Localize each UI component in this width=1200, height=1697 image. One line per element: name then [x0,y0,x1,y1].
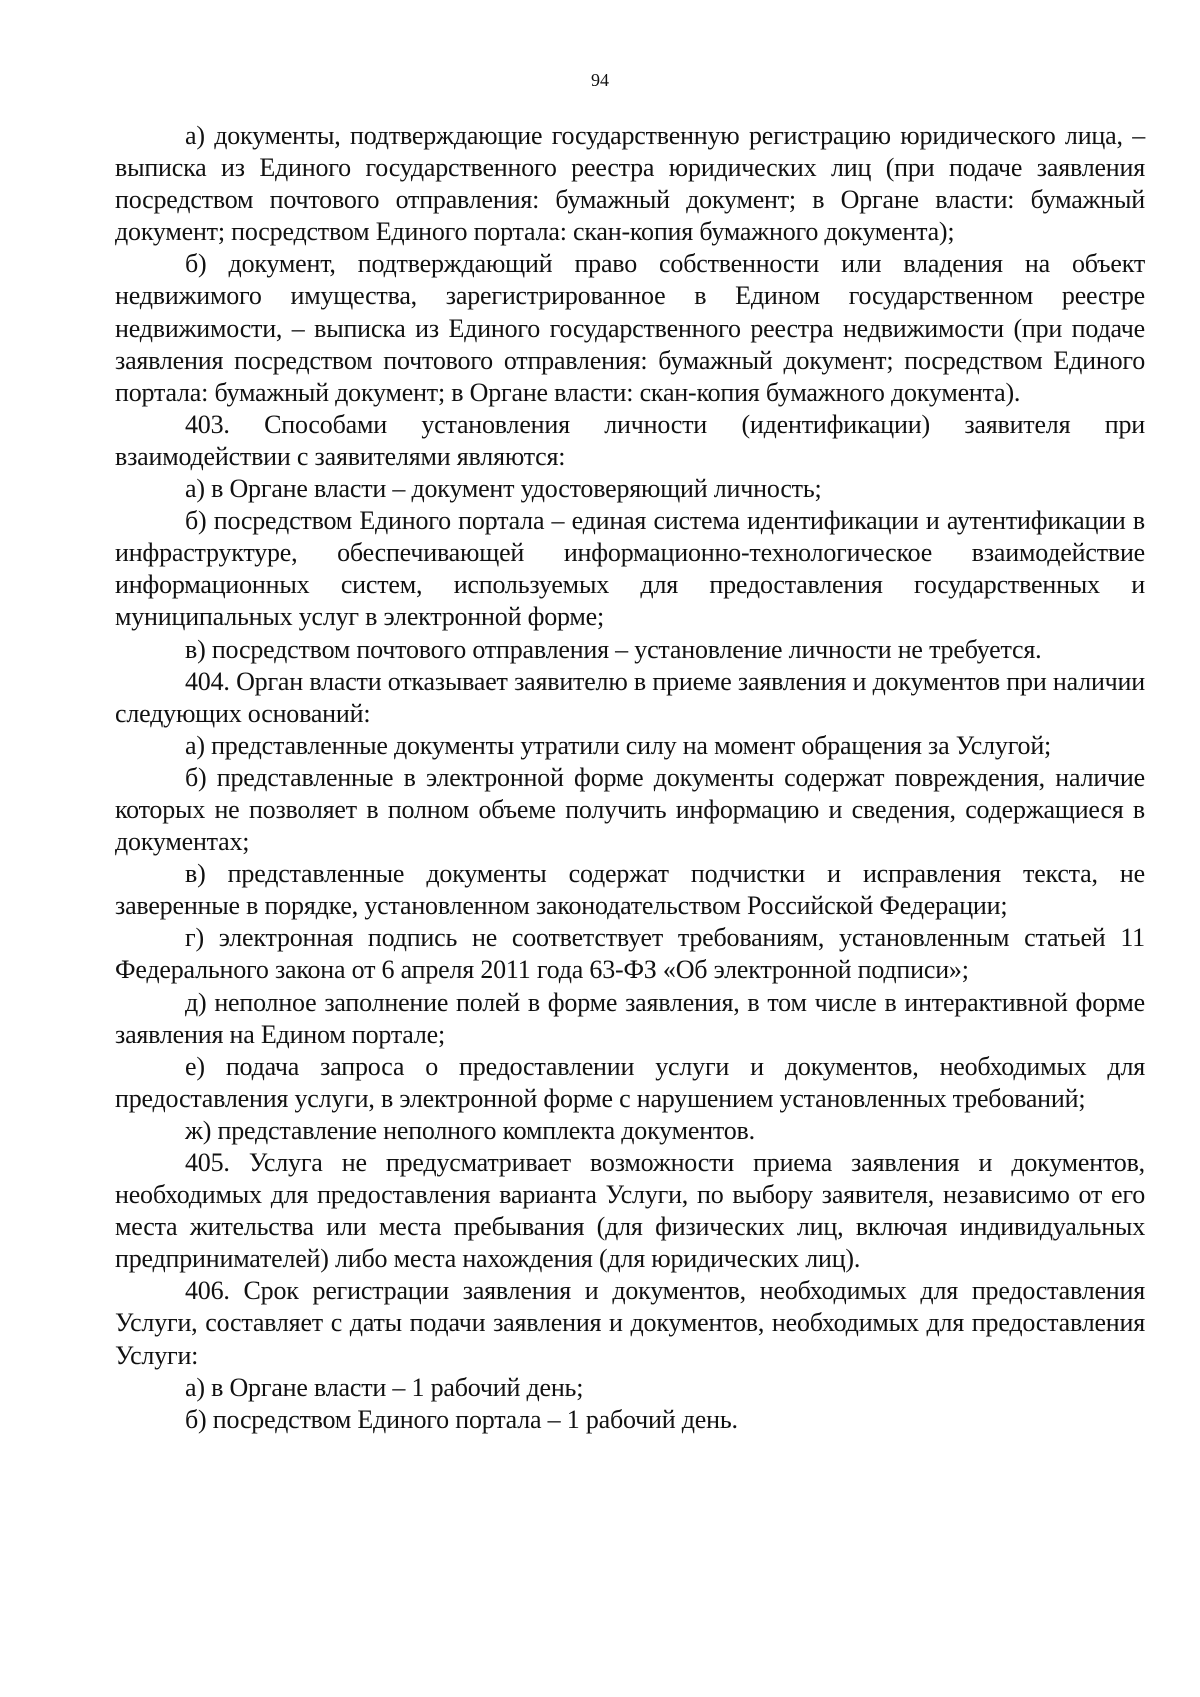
paragraph-404-g: ж) представление неполного комплекта документов. [185,1115,755,1145]
document-body [115,120,1145,1436]
paragraph-406-b: б) посредством Единого портала – 1 рабочий день. [185,1404,738,1434]
paragraph-406-registration-term: 406. Срок регистрации заявления и документов, необходимых для предоставления Услуги, составляет с даты подачи заявления и документов, необходимых для предоставления Услуги: [115,1276,1145,1370]
paragraph-405-extraterritoriality: 405. Услуга не предусматривает возможности приема заявления и документов, необходимых для предоставления варианта Услуги, по выбору заявителя, независимо от его места жительства или места пребывания (для физических лиц, включая индивидуальных предпринимателей) либо места нахождения (для юридических лиц). [115,1148,1145,1274]
paragraph-a-legal-entity-registration: а) документы, подтверждающие государственную регистрацию юридического лица, – выписка из Единого государственного реестра юридических лиц (при подаче заявления посредством почтового отправления: бумажный документ; в Органе власти: бумажный документ; посредством Единого портала: скан-копия бумажного документа); [115,121,1145,247]
paragraph-404-e: д) неполное заполнение полей в форме заявления, в том числе в интерактивной форме заявления на Едином портале; [115,987,1145,1049]
paragraph-403-a: а) в Органе власти – документ удостоверяющий личность; [185,474,822,504]
paragraph-404-refusal-grounds: 404. Орган власти отказывает заявителю в приеме заявления и документов при наличии следующих оснований: [115,666,1145,728]
paragraph-403-b: б) посредством Единого портала – единая система идентификации и аутентификации в инфраструктуре, обеспечивающей информационно-технологическое взаимодействие информационных систем, используемых для предоставления государственных и муниципальных услуг в электронной форме; [115,506,1145,632]
paragraph-404-d: г) электронная подпись не соответствует требованиям, установленным статьей 11 Федерального закона от 6 апреля 2011 года 63-ФЗ «Об электронной подписи»; [115,923,1145,985]
paragraph-403-identification-methods: 403. Способами установления личности (идентификации) заявителя при взаимодействии с заявителями являются: [115,409,1145,471]
paragraph-406-a: а) в Органе власти – 1 рабочий день; [185,1372,584,1402]
paragraph-404-f: е) подача запроса о предоставлении услуги и документов, необходимых для предоставления услуги, в электронной форме с нарушением установленных требований; [115,1051,1145,1113]
paragraph-404-c: в) представленные документы содержат подчистки и исправления текста, не заверенные в порядке, установленном законодательством Российской Федерации; [115,859,1145,921]
page-number: 94 [591,70,609,90]
paragraph-b-property-rights: б) документ, подтверждающий право собственности или владения на объект недвижимого имущества, зарегистрированное в Едином государственном реестре недвижимости, – выписка из Единого государственного реестра недвижимости (при подаче заявления посредством почтового отправления: бумажный документ; посредством Единого портала: бумажный документ; в Органе власти: скан-копия бумажного документа). [115,249,1145,407]
paragraph-404-b: б) представленные в электронной форме документы содержат повреждения, наличие которых не позволяет в полном объеме получить информацию и сведения, содержащиеся в документах; [115,762,1145,857]
paragraph-403-c: в) посредством почтового отправления – установление личности не требуется. [185,634,1042,664]
paragraph-404-a: а) представленные документы утратили силу на момент обращения за Услугой; [185,730,1052,760]
